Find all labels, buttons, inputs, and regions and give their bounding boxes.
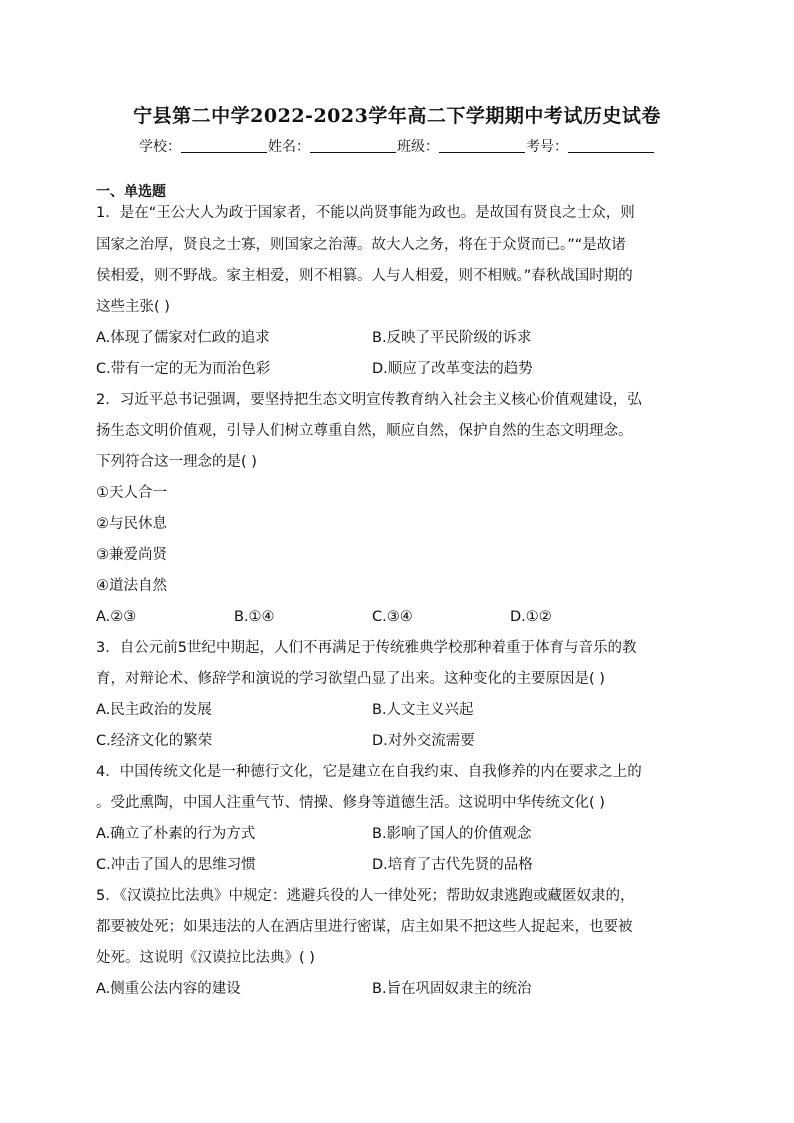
question-3-option-d[interactable]: D.对外交流需要 bbox=[372, 733, 475, 749]
number-label: 考号： bbox=[526, 139, 568, 155]
question-4-option-d[interactable]: D.培育了古代先贤的品格 bbox=[372, 857, 533, 873]
question-4-line: 4．中国传统文化是一种德行文化，它是建立在自我约束、自我修养的内在要求之上的 bbox=[96, 764, 642, 780]
question-2-line: 下列符合这一理念的是( ) bbox=[96, 454, 257, 470]
question-1-line: 1．是在“王公大人为政于国家者，不能以尚贤事能为政也。是故国有贤良之士众，则 bbox=[96, 205, 635, 221]
question-2-item: ①天人合一 bbox=[96, 485, 167, 501]
question-2-item: ④道法自然 bbox=[96, 578, 167, 594]
question-3-line: 3．自公元前5世纪中期起，人们不再满足于传统雅典学校那种着重于体育与音乐的教 bbox=[96, 640, 637, 656]
question-1-option-a[interactable]: A.体现了儒家对仁政的追求 bbox=[96, 330, 270, 346]
class-label: 班级： bbox=[397, 139, 439, 155]
question-5-line: 都要被处死；如果违法的人在酒店里进行密谋，店主如果不把这些人捉起来，也要被 bbox=[96, 919, 633, 935]
question-3-option-b[interactable]: B.人文主义兴起 bbox=[372, 702, 474, 718]
question-2-item: ③兼爱尚贤 bbox=[96, 547, 167, 563]
page-title: 宁县第二中学2022-2023学年高二下学期期中考试历史试卷 bbox=[133, 105, 661, 127]
class-field[interactable] bbox=[439, 138, 525, 153]
question-1-line: 这些主张( ) bbox=[96, 299, 170, 315]
question-2-option-d[interactable]: D.①② bbox=[510, 609, 552, 625]
question-3-option-c[interactable]: C.经济文化的繁荣 bbox=[96, 733, 213, 749]
question-1-line: 国家之治厚，贤良之士寡，则国家之治薄。故大人之务，将在于众贤而已。”“是故诸 bbox=[96, 237, 626, 253]
section-heading: 一、单选题 bbox=[96, 184, 166, 200]
question-5-line: 5．《汉谟拉比法典》中规定：逃避兵役的人一律处死；帮助奴隶逃跑或藏匿奴隶的， bbox=[96, 888, 635, 904]
question-5-option-b[interactable]: B.旨在巩固奴隶主的统治 bbox=[372, 981, 532, 997]
name-label: 姓名： bbox=[268, 139, 310, 155]
question-2-line: 扬生态文明价值观，引导人们树立尊重自然，顺应自然，保护自然的生态文明理念。 bbox=[96, 423, 633, 439]
question-4-option-a[interactable]: A.确立了朴素的行为方式 bbox=[96, 826, 256, 842]
student-info-row bbox=[0, 136, 794, 156]
question-3-option-a[interactable]: A.民主政治的发展 bbox=[96, 702, 212, 718]
question-5-line: 处死。这说明《汉谟拉比法典》( ) bbox=[96, 950, 315, 966]
question-4-option-c[interactable]: C.冲击了国人的思维习惯 bbox=[96, 857, 256, 873]
question-2-item: ②与民休息 bbox=[96, 516, 167, 532]
question-1-option-d[interactable]: D.顺应了改革变法的趋势 bbox=[372, 361, 533, 377]
question-1-option-b[interactable]: B.反映了平民阶级的诉求 bbox=[372, 330, 532, 346]
question-1-line: 侯相爱，则不野战。家主相爱，则不相篡。人与人相爱，则不相贼。”春秋战国时期的 bbox=[96, 268, 633, 284]
name-field[interactable] bbox=[310, 138, 396, 153]
school-label: 学校： bbox=[139, 139, 181, 155]
question-4-option-b[interactable]: B.影响了国人的价值观念 bbox=[372, 826, 532, 842]
question-2-line: 2．习近平总书记强调，要坚持把生态文明宣传教育纳入社会主义核心价值观建设，弘 bbox=[96, 392, 642, 408]
question-1-option-c[interactable]: C.带有一定的无为而治色彩 bbox=[96, 361, 271, 377]
question-3-line: 育，对辩论术、修辞学和演说的学习欲望凸显了出来。这种变化的主要原因是( ) bbox=[96, 671, 605, 687]
question-2-option-a[interactable]: A.②③ bbox=[96, 609, 137, 625]
question-4-line: 。受此熏陶，中国人注重气节、情操、修身等道德生活。这说明中华传统文化( ) bbox=[96, 795, 605, 811]
question-2-option-b[interactable]: B.①④ bbox=[234, 609, 275, 625]
question-2-option-c[interactable]: C.③④ bbox=[372, 609, 413, 625]
number-field[interactable] bbox=[568, 138, 654, 153]
question-5-option-a[interactable]: A.侧重公法内容的建设 bbox=[96, 981, 241, 997]
school-field[interactable] bbox=[181, 138, 267, 153]
